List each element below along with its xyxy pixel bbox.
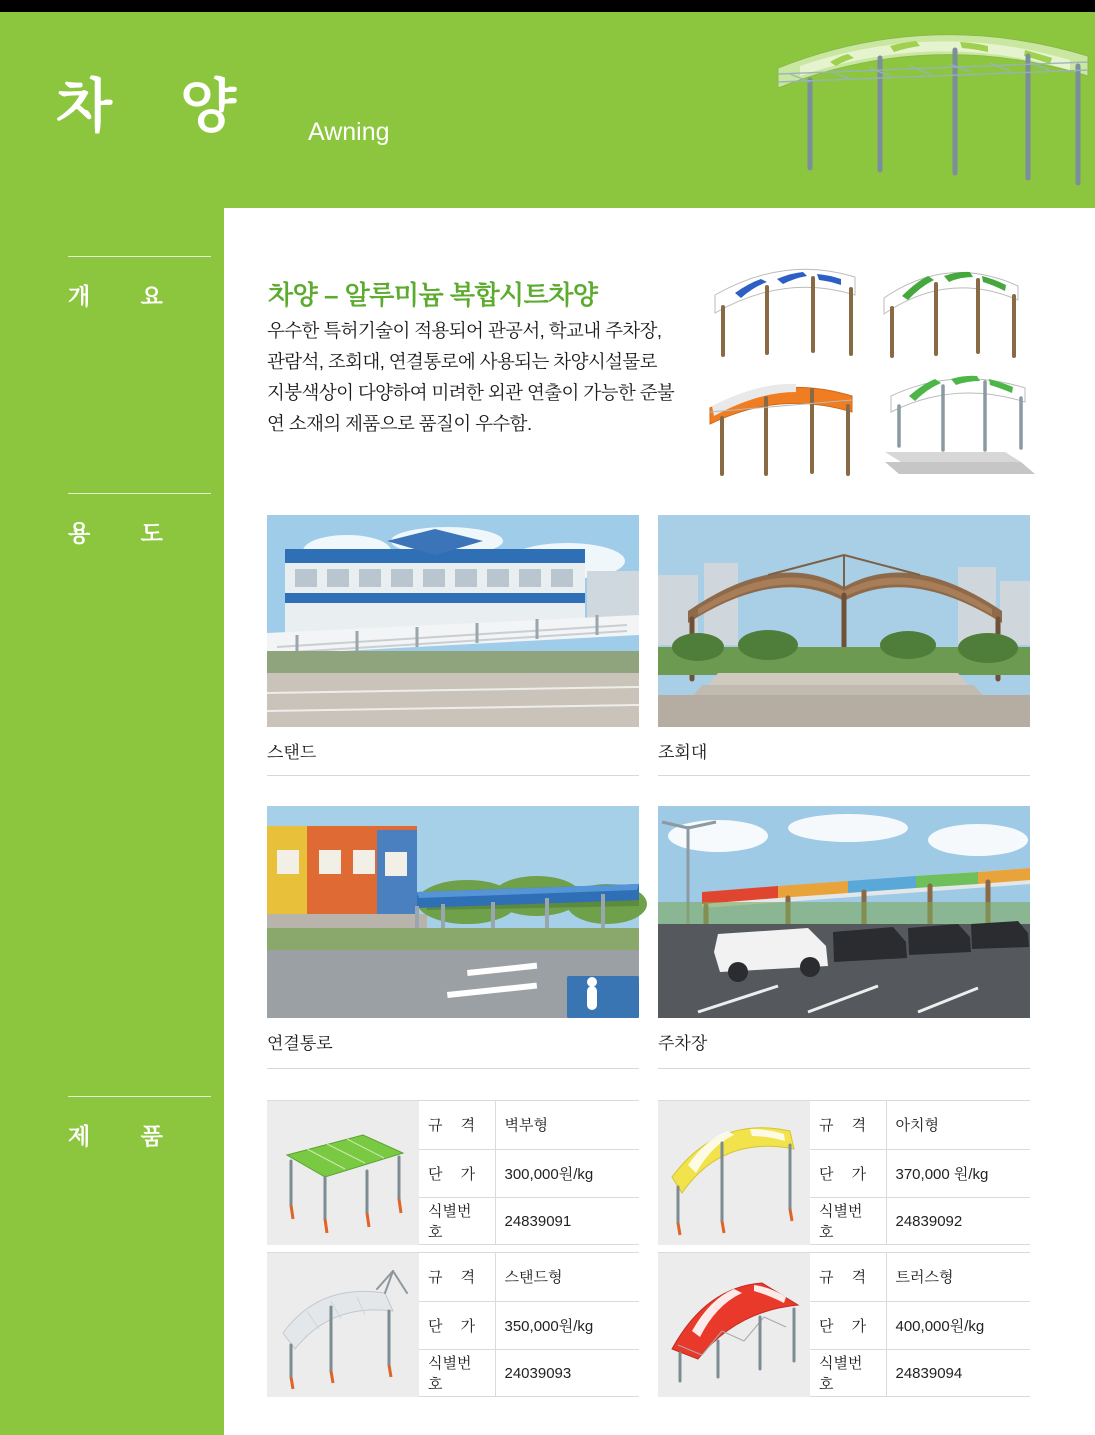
- product-cell-truss-type: [658, 1252, 1030, 1397]
- divider-usage-row1-left: [267, 775, 639, 776]
- product-spec-table: [810, 1253, 1030, 1397]
- product-image-stand-type: [267, 1253, 419, 1397]
- row-label-spec: 규 격: [810, 1101, 886, 1149]
- usage-caption: 조회대: [658, 743, 708, 762]
- table-row: [810, 1253, 1030, 1301]
- cell-code-value: 24839091: [504, 1212, 572, 1230]
- row-label-spec: 규 격: [810, 1253, 886, 1301]
- product-spec-table: [419, 1101, 639, 1245]
- row-label-code: 식별번호: [810, 1349, 886, 1397]
- table-row: [810, 1101, 1030, 1149]
- cell-code-value: 24839092: [895, 1212, 963, 1230]
- overview-heading: 차양 – 알루미늄 복합시트차양: [268, 280, 598, 310]
- cell-spec-value: 스탠드형: [495, 1253, 639, 1301]
- table-row: [419, 1349, 639, 1397]
- top-black-bar: [0, 0, 1095, 12]
- section-label-overview: 개 요: [68, 278, 218, 311]
- usage-caption: 주차장: [658, 1034, 708, 1053]
- section-label-usage: 용 도: [68, 515, 218, 548]
- divider-usage-row2-right: [658, 1068, 1030, 1069]
- row-label-spec: 규 격: [419, 1101, 495, 1149]
- product-image-arch-type: [658, 1101, 810, 1245]
- page-title-ko: 차 양: [56, 74, 263, 139]
- product-cell-arch-type: [658, 1100, 1030, 1245]
- hero-awning-illustration: [770, 18, 1095, 208]
- cell-price-value: 350,000원/kg: [495, 1301, 639, 1349]
- divider-usage-row2-left: [267, 1068, 639, 1069]
- table-row: [810, 1149, 1030, 1197]
- section-label-product: 제 품: [68, 1118, 218, 1151]
- row-label-price: 단 가: [810, 1301, 886, 1349]
- usage-photo-stand: [267, 515, 639, 762]
- table-row: [419, 1197, 639, 1245]
- table-row: [419, 1301, 639, 1349]
- usage-photo-parking: [658, 806, 1030, 1053]
- divider-usage-row1-right: [658, 775, 1030, 776]
- row-label-price: 단 가: [419, 1301, 495, 1349]
- cell-code-value: 24839094: [895, 1364, 963, 1382]
- page-title-en: Awning: [308, 118, 390, 146]
- product-spec-table: [419, 1253, 639, 1397]
- row-label-code: 식별번호: [419, 1349, 495, 1397]
- table-row: [810, 1301, 1030, 1349]
- product-spec-table: [810, 1101, 1030, 1245]
- product-cell-stand-type: [267, 1252, 639, 1397]
- row-label-price: 단 가: [810, 1149, 886, 1197]
- row-label-price: 단 가: [419, 1149, 495, 1197]
- table-row: [419, 1253, 639, 1301]
- cell-price-value: 370,000 원/kg: [886, 1149, 1030, 1197]
- table-row: [810, 1349, 1030, 1397]
- row-label-code: 식별번호: [810, 1197, 886, 1245]
- product-cell-wall-type: [267, 1100, 639, 1245]
- table-row: [419, 1149, 639, 1197]
- row-label-code: 식별번호: [419, 1197, 495, 1245]
- cell-price-value: 300,000원/kg: [495, 1149, 639, 1197]
- left-green-sidebar: [0, 208, 224, 1435]
- usage-caption: 스탠드: [267, 743, 317, 762]
- cell-spec-value: 트러스형: [886, 1253, 1030, 1301]
- product-image-wall-type: [267, 1101, 419, 1245]
- cell-code-value: 24039093: [504, 1364, 572, 1382]
- usage-caption: 연결통로: [267, 1034, 333, 1053]
- overview-body-text: 우수한 특허기술이 적용되어 관공서, 학교내 주차장, 관람석, 조회대, 연결통로에 사용되는 차양시설물로 지붕색상이 다양하여 미려한 외관 연출이 가능한 준불연 소재의 제품으로 품질이 우수함.: [267, 320, 675, 434]
- row-label-spec: 규 격: [419, 1253, 495, 1301]
- table-row: [419, 1101, 639, 1149]
- product-image-truss-type: [658, 1253, 810, 1397]
- overview-awning-thumbnails: [700, 250, 1040, 495]
- cell-spec-value: 벽부형: [495, 1101, 639, 1149]
- usage-photo-walkway: [267, 806, 639, 1053]
- table-row: [810, 1197, 1030, 1245]
- cell-spec-value: 아치형: [886, 1101, 1030, 1149]
- usage-photo-assembly-stage: [658, 515, 1030, 762]
- cell-price-value: 400,000원/kg: [886, 1301, 1030, 1349]
